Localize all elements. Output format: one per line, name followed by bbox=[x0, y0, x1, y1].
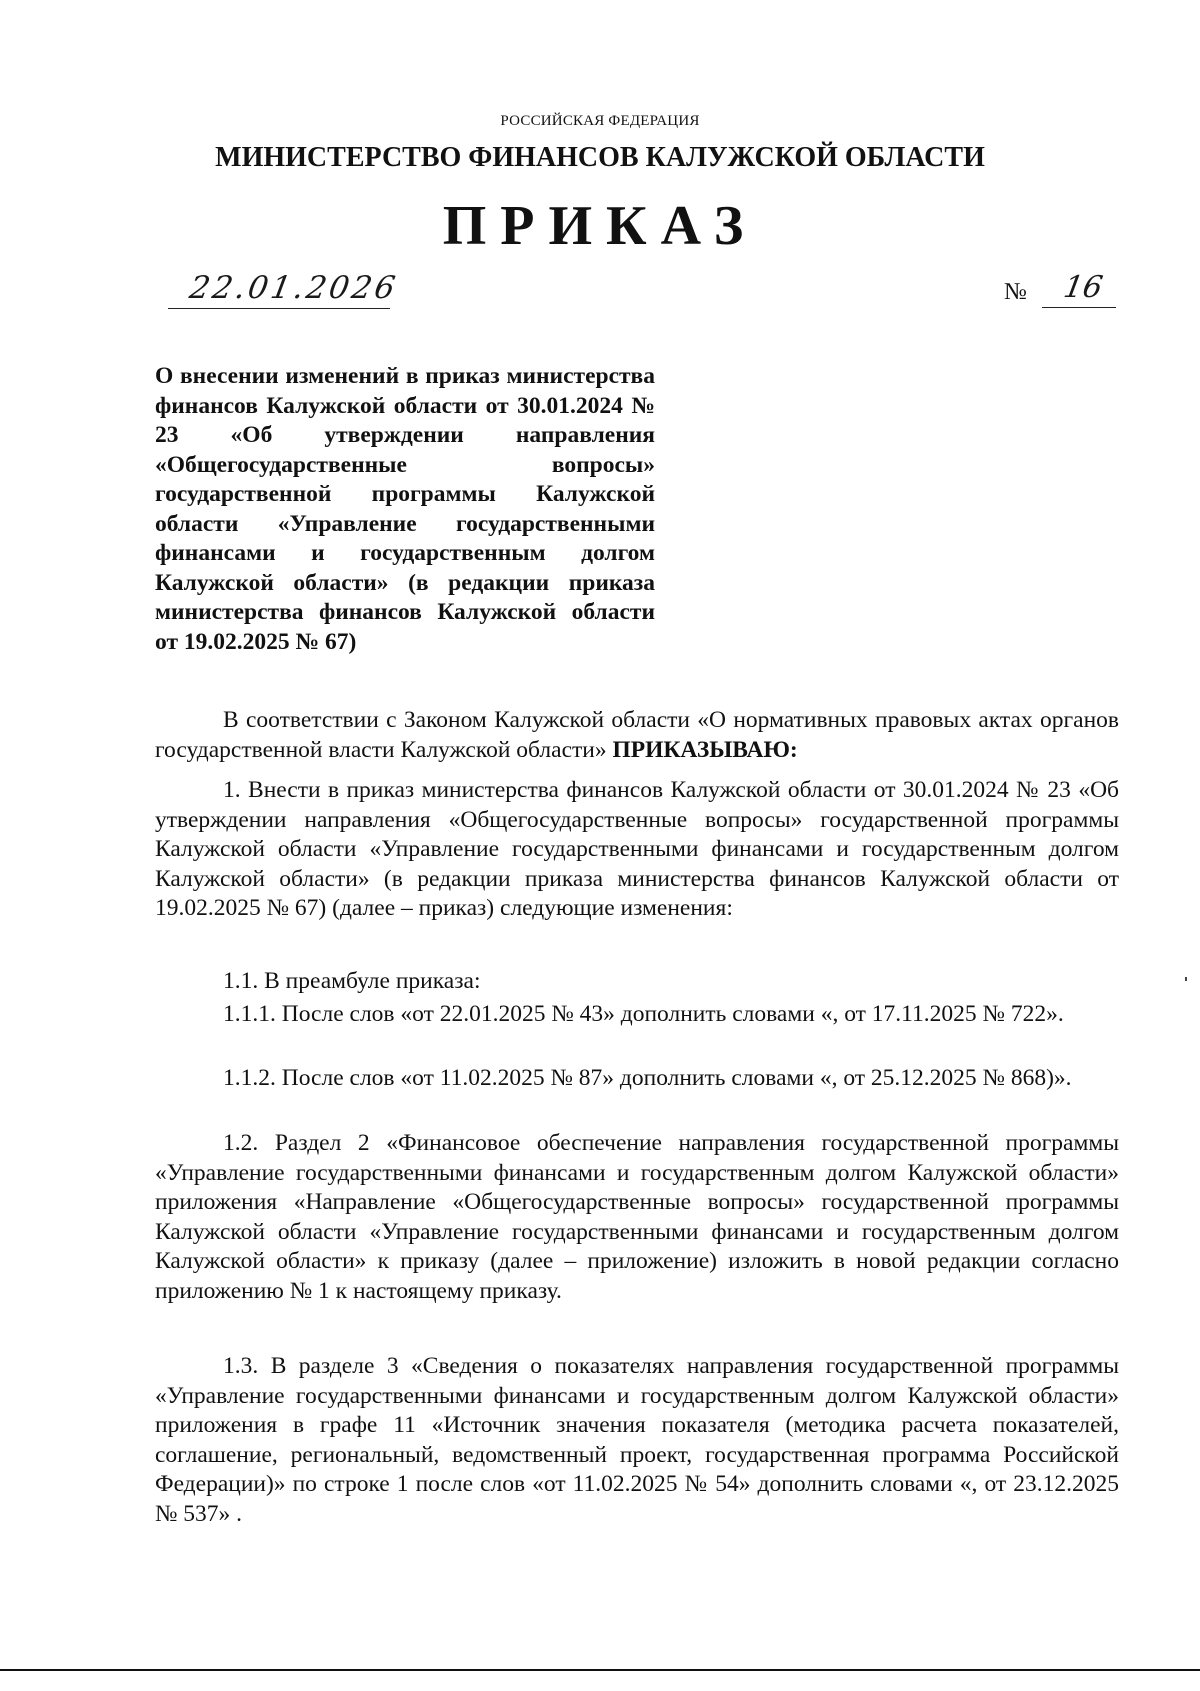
item-1-2: 1.2. Раздел 2 «Финансовое обеспечение направления государственной программы «Управление государственными финансами и государственным долгом Калужской области» приложения «Направление «Общегосударственные вопросы» государственной программы Калужской области «Управление государственными финансами и государственным долгом Калужской области» к приказу (далее – приложение) изложить в новой редакции согласно приложению № 1 к настоящему приказу. bbox=[155, 1130, 1119, 1304]
date-field bbox=[168, 270, 401, 309]
preamble-text: В соответствии с Законом Калужской области «О нормативных правовых актах органов государственной власти Калужской области» bbox=[155, 707, 1119, 763]
item-1-1-2: 1.1.2. После слов «от 11.02.2025 № 87» дополнить словами «, от 25.12.2025 № 868)». bbox=[223, 1065, 1072, 1091]
country-header: РОССИЙСКАЯ ФЕДЕРАЦИЯ bbox=[500, 113, 700, 129]
document-subject: О внесении изменений в приказ министерства финансов Калужской области от 30.01.2024 № 23 «Об утверждении направления «Общегосударственные вопросы» государственной программы Калужской области «Управление государственными финансами и государственным долгом Калужской области» (в редакции приказа министерства финансов Калужской области от 19.02.2025 № 67) bbox=[155, 363, 655, 655]
number-sign: № bbox=[1004, 279, 1027, 305]
scan-speck bbox=[1185, 977, 1187, 981]
handwritten-number: 16 bbox=[1060, 270, 1106, 305]
item-1: 1. Внести в приказ министерства финансов Калужской области от 30.01.2024 № 23 «Об утверждении направления «Общегосударственные вопросы» государственной программы Калужской области «Управление государственными финансами и государственным долгом Калужской области» (в редакции приказа министерства финансов Калужской области от 19.02.2025 № 67) (далее – приказ) следующие изменения: bbox=[155, 777, 1119, 921]
item-1-1: 1.1. В преамбуле приказа: bbox=[223, 968, 481, 994]
order-word: ПРИКАЗЫВАЮ: bbox=[612, 736, 798, 763]
handwritten-date: 22.01.2026 bbox=[186, 270, 401, 306]
ministry-name: МИНИСТЕРСТВО ФИНАНСОВ КАЛУЖСКОЙ ОБЛАСТИ bbox=[215, 142, 985, 173]
item-1-3: 1.3. В разделе 3 «Сведения о показателях направления государственной программы «Управление государственными финансами и государственным долгом Калужской области» приложения в графе 11 «Источник значения показателя (методика расчета показателей, соглашение, региональный, ведомственный проект, государственная программа Российской Федерации)» по строке 1 после слов «от 11.02.2025 № 54» дополнить словами «, от 23.12.2025 № 537» . bbox=[155, 1353, 1119, 1527]
document-type-title: ПРИКАЗ bbox=[442, 195, 758, 257]
page-bottom-rule bbox=[0, 1669, 1200, 1671]
number-underline bbox=[1042, 270, 1116, 308]
item-1-1-1: 1.1.1. После слов «от 22.01.2025 № 43» дополнить словами «, от 17.11.2025 № 722». bbox=[223, 1001, 1064, 1027]
number-field bbox=[1004, 272, 1116, 308]
preamble-paragraph bbox=[155, 706, 1119, 765]
